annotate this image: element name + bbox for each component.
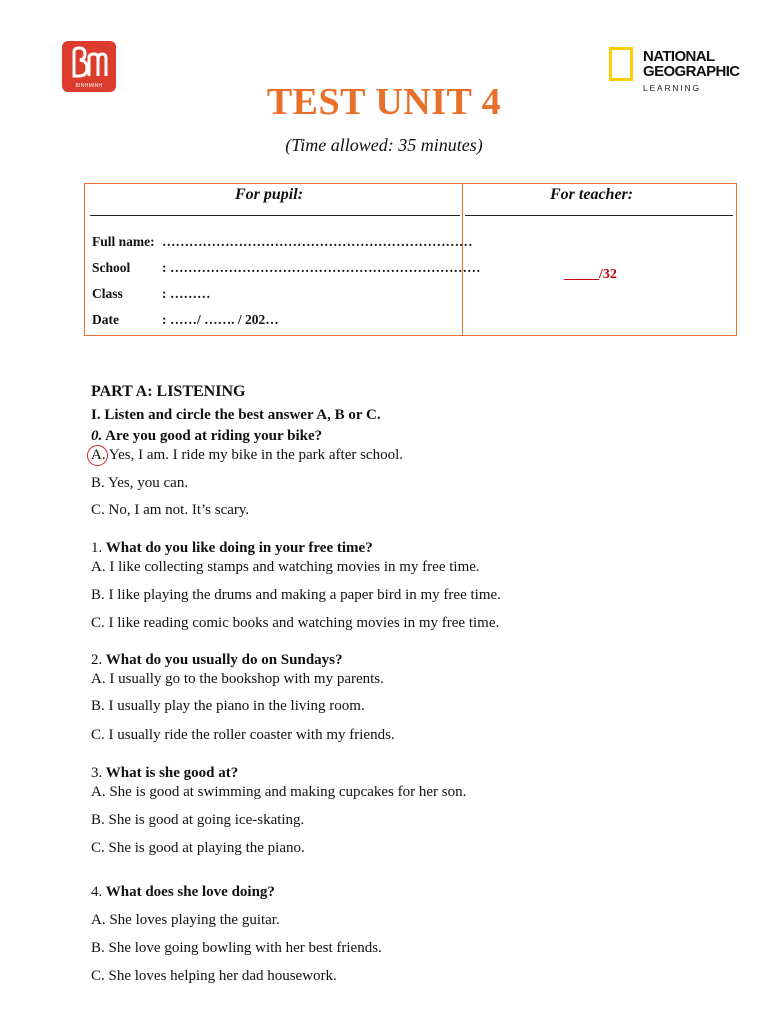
date-value: ……/ ……. / 202…: [170, 312, 279, 327]
question-number: 3.: [91, 765, 103, 781]
example-question: [91, 427, 322, 445]
question-number: 1.: [91, 540, 103, 556]
school-sep: :: [162, 260, 167, 275]
answer-circle-icon: [87, 445, 108, 466]
question-4-option-a: A. She loves playing the guitar.: [91, 912, 280, 928]
school-label: School: [92, 260, 131, 275]
example-option-b: B. Yes, you can.: [91, 475, 189, 491]
question-text: What do you like doing in your free time?: [102, 540, 373, 556]
class-label: Class: [92, 286, 123, 301]
question-3-option-b: B. She is good at going ice-skating.: [91, 812, 305, 828]
question-4-option-b: B. She love going bowling with her best friends.: [91, 940, 382, 956]
pupil-heading-rule: [90, 215, 460, 216]
class-sep: :: [162, 286, 167, 301]
question-3: [91, 764, 238, 782]
question-1-option-b: B. I like playing the drums and making a paper bird in my free time.: [91, 587, 501, 603]
time-allowed: (Time allowed: 35 minutes): [285, 135, 483, 155]
class-value: ………: [170, 286, 211, 301]
school-row: [92, 260, 481, 276]
national-geographic-frame-icon: [609, 47, 633, 81]
teacher-heading-rule: [465, 215, 733, 216]
date-label: Date: [92, 312, 119, 327]
full-name-label: Full name:: [92, 234, 155, 249]
full-name-value: ……………………………………………………………: [162, 234, 473, 249]
question-2: [91, 651, 343, 669]
question-text: What do you usually do on Sundays?: [102, 652, 343, 668]
example-option-a: A. Yes, I am. I ride my bike in the park after school.: [91, 447, 404, 463]
question-1: [91, 539, 373, 557]
logo-right-line-2: GEOGRAPHIC: [643, 63, 740, 80]
question-2-option-b: B. I usually play the piano in the living room.: [91, 698, 365, 714]
date-sep: :: [162, 312, 167, 327]
question-text: What does she love doing?: [102, 884, 275, 900]
question-text: What is she good at?: [102, 765, 239, 781]
pupil-heading: For pupil:: [235, 186, 304, 203]
logo-right-sub: LEARNING: [643, 83, 701, 93]
example-number: 0.: [91, 428, 103, 444]
info-table: [84, 183, 737, 336]
example-option-c: C. No, I am not. It’s scary.: [91, 502, 250, 518]
school-value: ……………………………………………………………: [170, 260, 481, 275]
question-1-option-a: A. I like collecting stamps and watching movies in my free time.: [91, 559, 480, 575]
class-row: [92, 286, 211, 302]
question-3-option-a: A. She is good at swimming and making cupcakes for her son.: [91, 784, 467, 800]
part-a-instruction: I. Listen and circle the best answer A, B or C.: [91, 407, 381, 423]
question-3-option-c: C. She is good at playing the piano.: [91, 840, 305, 856]
score-field: _____/32: [564, 267, 617, 282]
page-title: TEST UNIT 4: [266, 81, 502, 123]
example-question-text: Are you good at riding your bike?: [102, 428, 323, 444]
question-number: 4.: [91, 884, 103, 900]
date-row: [92, 312, 279, 328]
part-a-heading: PART A: LISTENING: [91, 383, 246, 400]
bm-logo-icon: [70, 46, 108, 80]
question-number: 2.: [91, 652, 103, 668]
logo-left-text: BINHMINH: [75, 83, 103, 89]
question-2-option-c: C. I usually ride the roller coaster with my friends.: [91, 727, 395, 743]
question-4-option-c: C. She loves helping her dad housework.: [91, 968, 337, 984]
logo-right-line-1: NATIONAL: [643, 48, 715, 65]
full-name-row: [92, 234, 473, 250]
question-2-option-a: A. I usually go to the bookshop with my parents.: [91, 671, 384, 687]
question-4: [91, 883, 275, 901]
teacher-heading: For teacher:: [550, 186, 634, 203]
question-1-option-c: C. I like reading comic books and watching movies in my free time.: [91, 615, 500, 631]
